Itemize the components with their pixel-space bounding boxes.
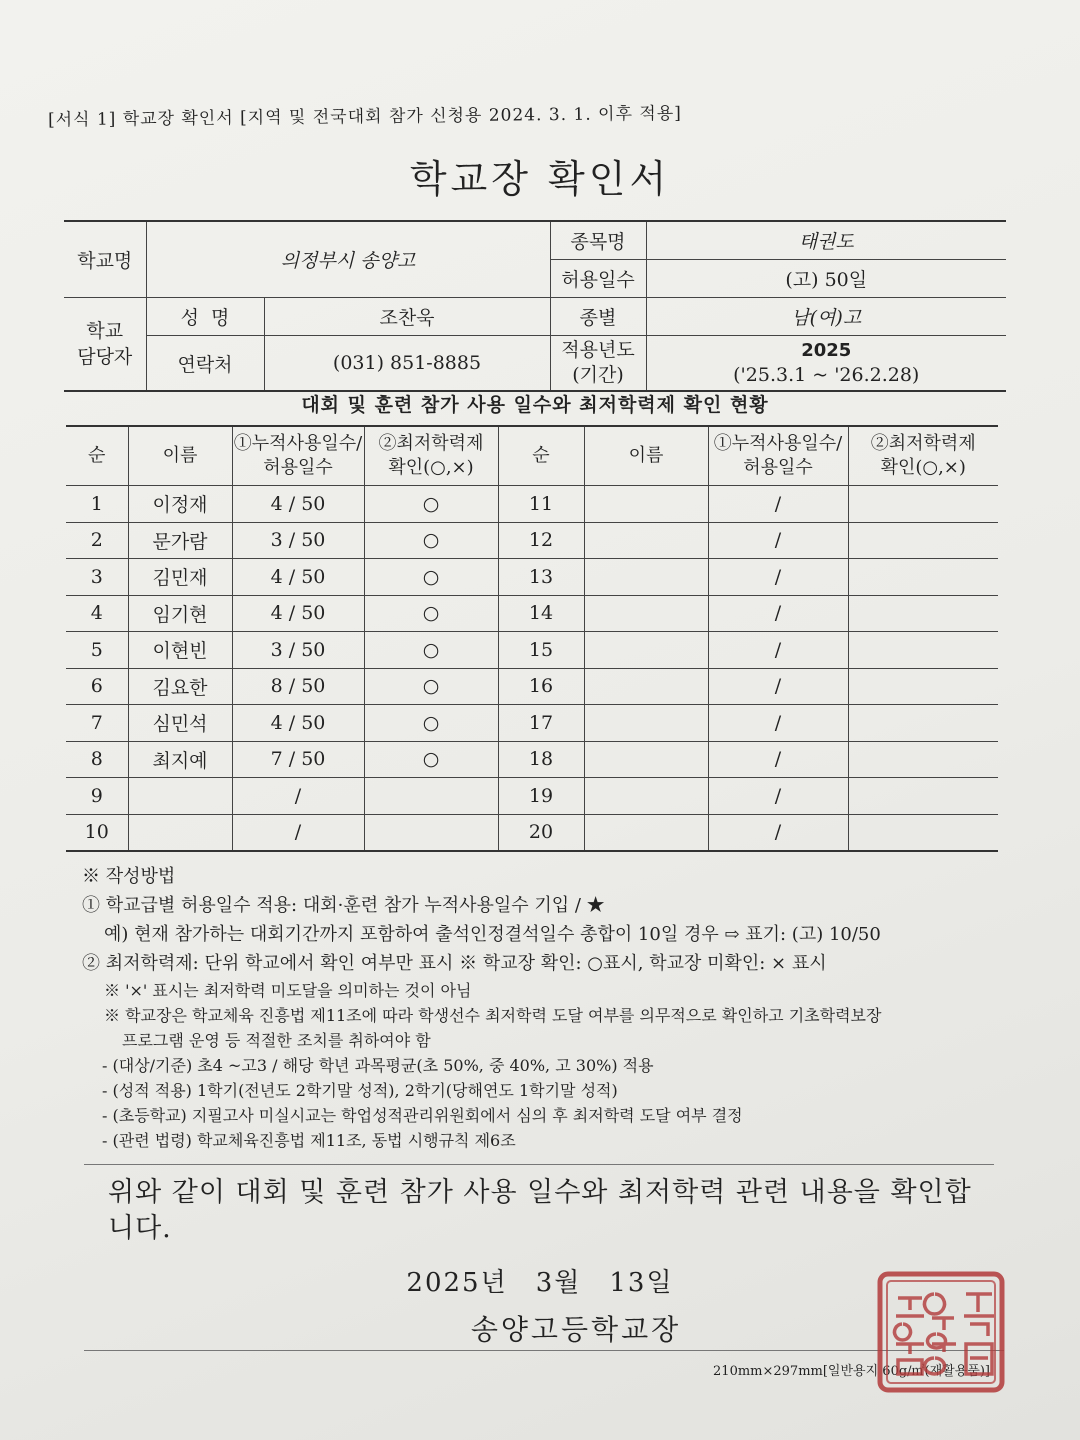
header-name: 이름 <box>128 426 232 486</box>
days-used: / <box>708 486 848 523</box>
row-no: 3 <box>66 559 128 596</box>
days-used: / <box>708 778 848 815</box>
student-name <box>584 486 708 523</box>
days-used: / <box>708 741 848 778</box>
row-no: 17 <box>498 705 584 742</box>
student-name <box>128 778 232 815</box>
school-seal-stamp <box>874 1268 1008 1396</box>
student-name <box>584 814 708 851</box>
days-used: / <box>708 522 848 559</box>
student-name <box>584 595 708 632</box>
row-no: 13 <box>498 559 584 596</box>
days-used: 4 / 50 <box>232 705 364 742</box>
row-no: 16 <box>498 668 584 705</box>
detail-1: - (대상/기준) 초4 ~고3 / 해당 학년 과목평균(초 50%, 중 40%, 고 30%) 적용 <box>102 1056 654 1075</box>
note-1-example: 예) 현재 참가하는 대회기간까지 포함하여 출석인정결석일수 총합이 10일 경우 ⇨ 표기: (고) 10/50 <box>104 924 881 945</box>
table-row <box>66 522 998 559</box>
header-min-academic: ②최저학력제 확인(○,×) <box>364 426 498 486</box>
min-academic-check <box>848 522 998 559</box>
header-min-academic-right: ②최저학력제 확인(○,×) <box>848 426 998 486</box>
note-1: ① 학교급별 허용일수 적용: 대회·훈련 참가 누적사용일수 기입 / ★ <box>82 895 605 916</box>
header-no: 순 <box>66 426 128 486</box>
student-name <box>584 632 708 669</box>
row-no: 15 <box>498 632 584 669</box>
min-academic-check <box>364 814 498 851</box>
student-name: 문가람 <box>128 522 232 559</box>
contact-value: (031) 851-8885 <box>264 336 550 392</box>
min-academic-check: ○ <box>364 559 498 596</box>
year-cell <box>646 336 1006 392</box>
days-used: / <box>708 814 848 851</box>
year-value: 2025 <box>801 340 852 361</box>
student-name: 김요한 <box>128 668 232 705</box>
row-no: 5 <box>66 632 128 669</box>
min-academic-check: ○ <box>364 705 498 742</box>
principal-signature-line: 송양고등학교장 <box>470 1313 682 1346</box>
table-row <box>66 741 998 778</box>
manager-label: 학교 담당자 <box>64 298 146 392</box>
days-used: / <box>708 668 848 705</box>
year-label: 적용년도 (기간) <box>550 336 646 392</box>
days-used: / <box>708 632 848 669</box>
min-academic-check: ○ <box>364 632 498 669</box>
row-no: 20 <box>498 814 584 851</box>
table-row <box>66 559 998 596</box>
paper-spec: 210mm×297mm[일반용지 60g/㎡(재활용품)] <box>713 1364 990 1379</box>
days-used: / <box>232 814 364 851</box>
header-days: ①누적사용일수/ 허용일수 <box>232 426 364 486</box>
row-no: 6 <box>66 668 128 705</box>
form-label: [서식 1] 학교장 확인서 [지역 및 전국대회 참가 신청용 2024. 3. 1. 이후 적용] <box>47 103 682 131</box>
student-name <box>584 559 708 596</box>
allowed-days-value: (고) 50일 <box>646 260 1006 298</box>
student-name: 임기현 <box>128 595 232 632</box>
row-no: 18 <box>498 741 584 778</box>
header-no-right: 순 <box>498 426 584 486</box>
min-academic-check: ○ <box>364 486 498 523</box>
min-academic-check <box>848 814 998 851</box>
note-2-b: ※ 학교장은 학교체육 진흥법 제11조에 따라 학생선수 최저학력 도달 여부를 의무적으로 확인하고 기초학력보장 <box>104 1006 882 1025</box>
school-info-table <box>64 220 1006 392</box>
table-row <box>66 814 998 851</box>
header-name-right: 이름 <box>584 426 708 486</box>
student-name <box>584 741 708 778</box>
row-no: 7 <box>66 705 128 742</box>
days-used: / <box>232 778 364 815</box>
notes-heading: ※ 작성방법 <box>82 866 176 887</box>
days-used: 4 / 50 <box>232 486 364 523</box>
name-label: 성 명 <box>146 298 264 336</box>
date-year: 2025년 <box>406 1268 508 1298</box>
table-row <box>66 668 998 705</box>
min-academic-check <box>848 632 998 669</box>
days-used: / <box>708 595 848 632</box>
row-no: 1 <box>66 486 128 523</box>
row-no: 9 <box>66 778 128 815</box>
participation-table <box>66 425 998 852</box>
row-no: 12 <box>498 522 584 559</box>
days-used: 7 / 50 <box>232 741 364 778</box>
row-no: 19 <box>498 778 584 815</box>
min-academic-check: ○ <box>364 668 498 705</box>
min-academic-check: ○ <box>364 522 498 559</box>
min-academic-check <box>848 705 998 742</box>
min-academic-check <box>848 595 998 632</box>
school-name-label: 학교명 <box>64 221 146 298</box>
min-academic-check <box>848 559 998 596</box>
note-2-a: ※ '×' 표시는 최저학력 미도달을 의미하는 것이 아님 <box>104 981 472 1000</box>
table-row <box>66 778 998 815</box>
table-row <box>66 705 998 742</box>
student-name <box>584 778 708 815</box>
student-name <box>584 705 708 742</box>
contact-label: 연락처 <box>146 336 264 392</box>
row-no: 14 <box>498 595 584 632</box>
date-day: 13일 <box>609 1268 674 1298</box>
divider <box>84 1164 994 1165</box>
min-academic-check <box>848 778 998 815</box>
confirmation-statement: 위와 같이 대회 및 훈련 참가 사용 일수와 최저학력 관련 내용을 확인합니다. <box>108 1177 972 1244</box>
detail-3: - (초등학교) 지필고사 미실시교는 학업성적관리위원회에서 심의 후 최저학력 도달 여부 결정 <box>102 1106 743 1125</box>
days-used: / <box>708 559 848 596</box>
days-used: 8 / 50 <box>232 668 364 705</box>
days-used: / <box>708 705 848 742</box>
student-name: 심민석 <box>128 705 232 742</box>
bottom-rule <box>84 1350 1004 1351</box>
sport-label: 종목명 <box>550 221 646 260</box>
min-academic-check <box>364 778 498 815</box>
school-name-value: 의정부시 송양고 <box>146 221 550 298</box>
min-academic-check <box>848 486 998 523</box>
student-name <box>128 814 232 851</box>
writing-instructions <box>82 862 1002 1153</box>
date-month: 3월 <box>535 1268 582 1298</box>
row-no: 8 <box>66 741 128 778</box>
min-academic-check: ○ <box>364 741 498 778</box>
note-2-b-cont: 프로그램 운영 등 적절한 조치를 취하여야 함 <box>122 1031 431 1050</box>
student-name: 최지예 <box>128 741 232 778</box>
header-days-right: ①누적사용일수/ 허용일수 <box>708 426 848 486</box>
row-no: 2 <box>66 522 128 559</box>
days-used: 4 / 50 <box>232 595 364 632</box>
student-name <box>584 668 708 705</box>
min-academic-check <box>848 668 998 705</box>
table-row <box>66 486 998 523</box>
table-row <box>66 632 998 669</box>
row-no: 10 <box>66 814 128 851</box>
min-academic-check: ○ <box>364 595 498 632</box>
sport-value: 태권도 <box>646 221 1006 260</box>
days-used: 3 / 50 <box>232 632 364 669</box>
period-value: ('25.3.1 ~ '26.2.28) <box>733 364 920 386</box>
detail-2: - (성적 적용) 1학기(전년도 2학기말 성적), 2학기(당해연도 1학기말 성적) <box>102 1081 618 1100</box>
student-name: 김민재 <box>128 559 232 596</box>
row-no: 11 <box>498 486 584 523</box>
category-label: 종별 <box>550 298 646 336</box>
detail-4: - (관련 법령) 학교체육진흥법 제11조, 동법 시행규칙 제6조 <box>102 1131 516 1150</box>
table-row <box>66 595 998 632</box>
min-academic-check <box>848 741 998 778</box>
document-title: 학교장 확인서 <box>409 157 671 201</box>
student-name: 이현빈 <box>128 632 232 669</box>
row-no: 4 <box>66 595 128 632</box>
name-value: 조찬욱 <box>264 298 550 336</box>
student-name <box>584 522 708 559</box>
student-name: 이정재 <box>128 486 232 523</box>
section-title: 대회 및 훈련 참가 사용 일수와 최저학력제 확인 현황 <box>301 394 769 416</box>
category-value: 남(여)고 <box>646 298 1006 336</box>
note-2: ② 최저학력제: 단위 학교에서 확인 여부만 표시 ※ 학교장 확인: ○표시, 학교장 미확인: × 표시 <box>82 953 827 974</box>
days-used: 3 / 50 <box>232 522 364 559</box>
days-used: 4 / 50 <box>232 559 364 596</box>
allowed-days-label: 허용일수 <box>550 260 646 298</box>
